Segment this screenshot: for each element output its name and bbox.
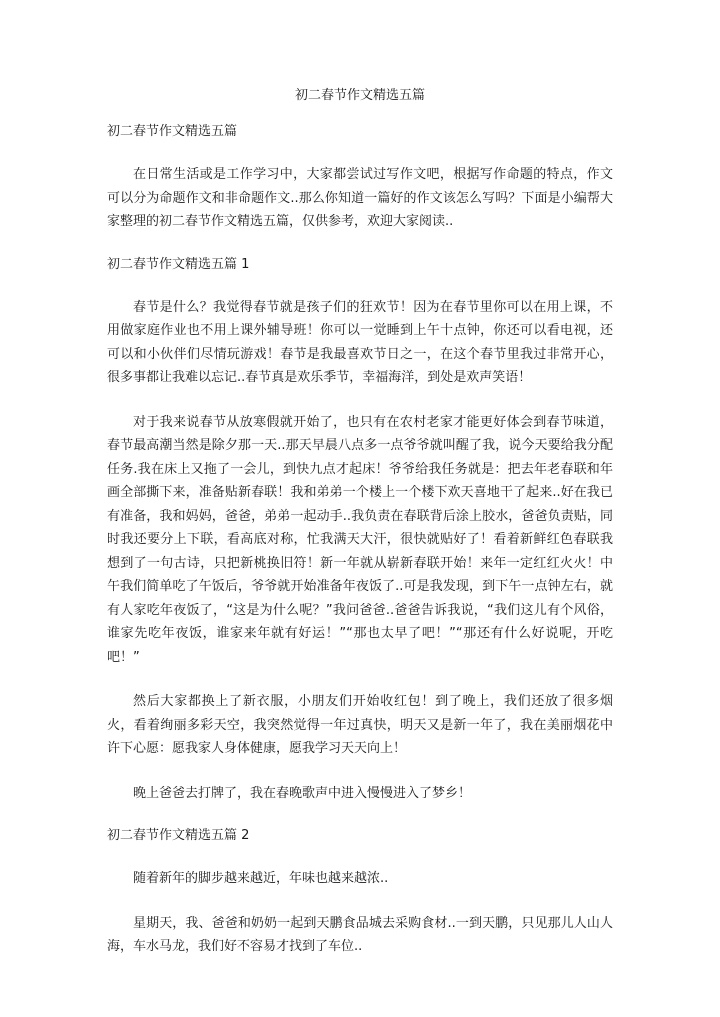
document-title: 初二春节作文精选五篇 bbox=[294, 88, 425, 103]
section-2-paragraph-2: 星期天，我、爸爸和奶奶一起到天鹏食品城去采购食材..一到天鹏，只见那儿人山人海，车水马龙，我们好不容易才找到了车位.. bbox=[107, 915, 613, 954]
section-2-paragraph-1: 随着新年的脚步越来越近，年味也越来越浓.. bbox=[133, 871, 389, 886]
document-subtitle: 初二春节作文精选五篇 bbox=[107, 124, 238, 139]
section-heading-2: 初二春节作文精选五篇 2 bbox=[107, 828, 250, 843]
section-1-paragraph-4: 晚上爸爸去打牌了，我在春晚歌声中进入慢慢进入了梦乡！ bbox=[133, 785, 472, 801]
section-1-paragraph-1: 春节是什么？我觉得春节就是孩子们的狂欢节！因为在春节里你可以在用上课，不用做家庭作业也不用上课外辅导班！你可以一觉睡到上午十点钟，你还可以看电视，还可以和小伙伴们尽情玩游戏！春节是我最喜欢节日之一，在这个春节里我过非常开心，很多事都让我难以忘记..春节真是欢乐季节，幸福海洋，到处是欢声笑语！ bbox=[107, 299, 613, 385]
section-1-paragraph-3: 然后大家都换上了新衣服，小朋友们开始收红包！到了晚上，我们还放了很多烟火，看着绚丽多彩天空，我突然觉得一年过真快，明天又是新一年了，我在美丽烟花中许下心愿：愿我家人身体健康，愿我学习天天向上！ bbox=[107, 694, 613, 756]
section-1-paragraph-2: 对于我来说春节从放寒假就开始了，也只有在农村老家才能更好体会到春节味道，春节最高潮当然是除夕那一天..那天早晨八点多一点爷爷就叫醒了我，说今天要给我分配任务.我在床上又拖了一会儿，到快九点才起床！爷爷给我任务就是：把去年老春联和年画全部撕下来，准备贴新春联！我和弟弟一个楼上一个楼下欢天喜地干了起来..好在我已有准备，我和妈妈，爸爸，弟弟一起动手..我负责在春联背后涂上胶水，爸爸负责贴，同时我还要分上下联，看高底对称，忙我满天大汗，很快就贴好了！看着新鲜红色春联我想到了一句古诗，只把新桃换旧符！新一年就从崭新春联开始！来年一定红红火火！中午我们简单吃了午饭后，爷爷就开始准备年夜饭了..可是我发现，到下午一点钟左右，就有人家吃年夜饭了，“这是为什么呢？”我问爸爸..爸爸告诉我说，“我们这儿有个风俗，谁家先吃年夜饭，谁家来年就有好运！”“那也太早了吧！”“那还有什么好说呢，开吃吧！” bbox=[107, 414, 613, 665]
section-heading-1: 初二春节作文精选五篇 1 bbox=[107, 256, 250, 272]
intro-paragraph: 在日常生活或是工作学习中，大家都尝试过写作文吧，根据写作命题的特点，作文可以分为命题作文和非命题作文..那么你知道一篇好的作文该怎么写吗？下面是小编帮大家整理的初二春节作文精选五篇，仅供参考，欢迎大家阅读.. bbox=[107, 167, 613, 229]
